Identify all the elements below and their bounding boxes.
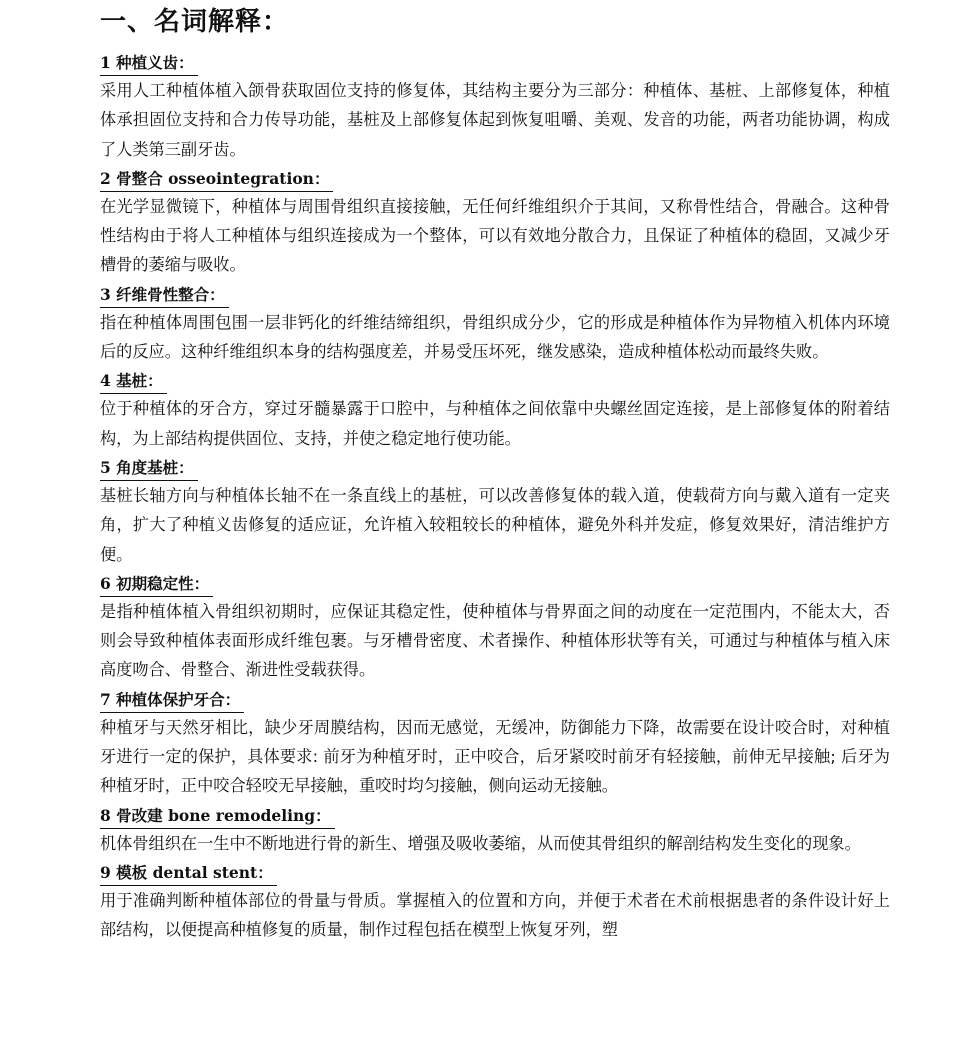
- term-definition: 机体骨组织在一生中不断地进行骨的新生、增强及吸收萎缩，从而使其骨组织的解剖结构发生变化的现象。: [100, 833, 861, 853]
- document-page: [100, 0, 890, 947]
- term-item: [100, 860, 890, 945]
- term-title: 1 种植义齿：: [100, 50, 198, 76]
- term-definition: 用于准确判断种植体部位的骨量与骨质。掌握植入的位置和方向，并便于术者在术前根据患者的条件设计好上部结构，以便提高种植修复的质量，制作过程包括在模型上恢复牙列，塑: [100, 890, 890, 940]
- term-definition: 指在种植体周围包围一层非钙化的纤维结缔组织，骨组织成分少，它的形成是种植体作为异物植入机体内环境后的反应。这种纤维组织本身的结构强度差，并易受压坏死，继发感染，造成种植体松动而最终失败。: [100, 312, 890, 362]
- term-definition: 在光学显微镜下，种植体与周围骨组织直接接触，无任何纤维组织介于其间，又称骨性结合，骨融合。这种骨性结构由于将人工种植体与组织连接成为一个整体，可以有效地分散合力，且保证了种植体的稳固，又减少牙槽骨的萎缩与吸收。: [100, 196, 890, 275]
- term-item: [100, 282, 890, 367]
- term-definition: 采用人工种植体植入颌骨获取固位支持的修复体，其结构主要分为三部分：种植体、基桩、上部修复体，种植体承担固位支持和合力传导功能，基桩及上部修复体起到恢复咀嚼、美观、发音的功能，两者功能协调，构成了人类第三副牙齿。: [100, 81, 890, 159]
- term-item: [100, 687, 890, 801]
- term-title: 6 初期稳定性：: [100, 571, 213, 597]
- term-title: 4 基桩：: [100, 368, 167, 394]
- term-item: [100, 166, 890, 280]
- term-definition: 位于种植体的牙合方，穿过牙髓暴露于口腔中，与种植体之间依靠中央螺丝固定连接，是上部修复体的附着结构，为上部结构提供固位、支持，并使之稳定地行使功能。: [100, 399, 890, 448]
- term-title: 2 骨整合 osseointegration：: [100, 166, 333, 192]
- section-title: 一、名词解释：: [100, 7, 290, 37]
- term-title: 3 纤维骨性整合：: [100, 282, 229, 308]
- term-item: [100, 571, 890, 685]
- term-title: 7 种植体保护牙合：: [100, 687, 244, 713]
- term-item: [100, 455, 890, 569]
- term-item: [100, 50, 890, 164]
- term-title: 9 模板 dental stent：: [100, 860, 277, 886]
- term-item: [100, 368, 890, 453]
- term-definition: 种植牙与天然牙相比，缺少牙周膜结构，因而无感觉，无缓冲，防御能力下降，故需要在设计咬合时，对种植牙进行一定的保护，具体要求: 前牙为种植牙时，正中咬合，后牙紧咬时前牙有轻接触，前伸无早接触; 后牙为种植牙时，正中咬合轻咬无早接触，重咬时均匀接触，侧向运动无接触。: [100, 717, 890, 796]
- term-title: 8 骨改建 bone remodeling：: [100, 803, 335, 829]
- term-title: 5 角度基桩：: [100, 455, 198, 481]
- term-definition: 是指种植体植入骨组织初期时，应保证其稳定性，使种植体与骨界面之间的动度在一定范围内，不能太大，否则会导致种植体表面形成纤维包裹。与牙槽骨密度、术者操作、种植体形状等有关，可通过与种植体与植入床高度吻合、骨整合、渐进性受载获得。: [100, 601, 890, 680]
- term-item: [100, 803, 890, 858]
- term-definition: 基桩长轴方向与种植体长轴不在一条直线上的基桩，可以改善修复体的载入道，使载荷方向与戴入道有一定夹角，扩大了种植义齿修复的适应证，允许植入较粗较长的种植体，避免外科并发症，修复效果好，清洁维护方便。: [100, 485, 890, 564]
